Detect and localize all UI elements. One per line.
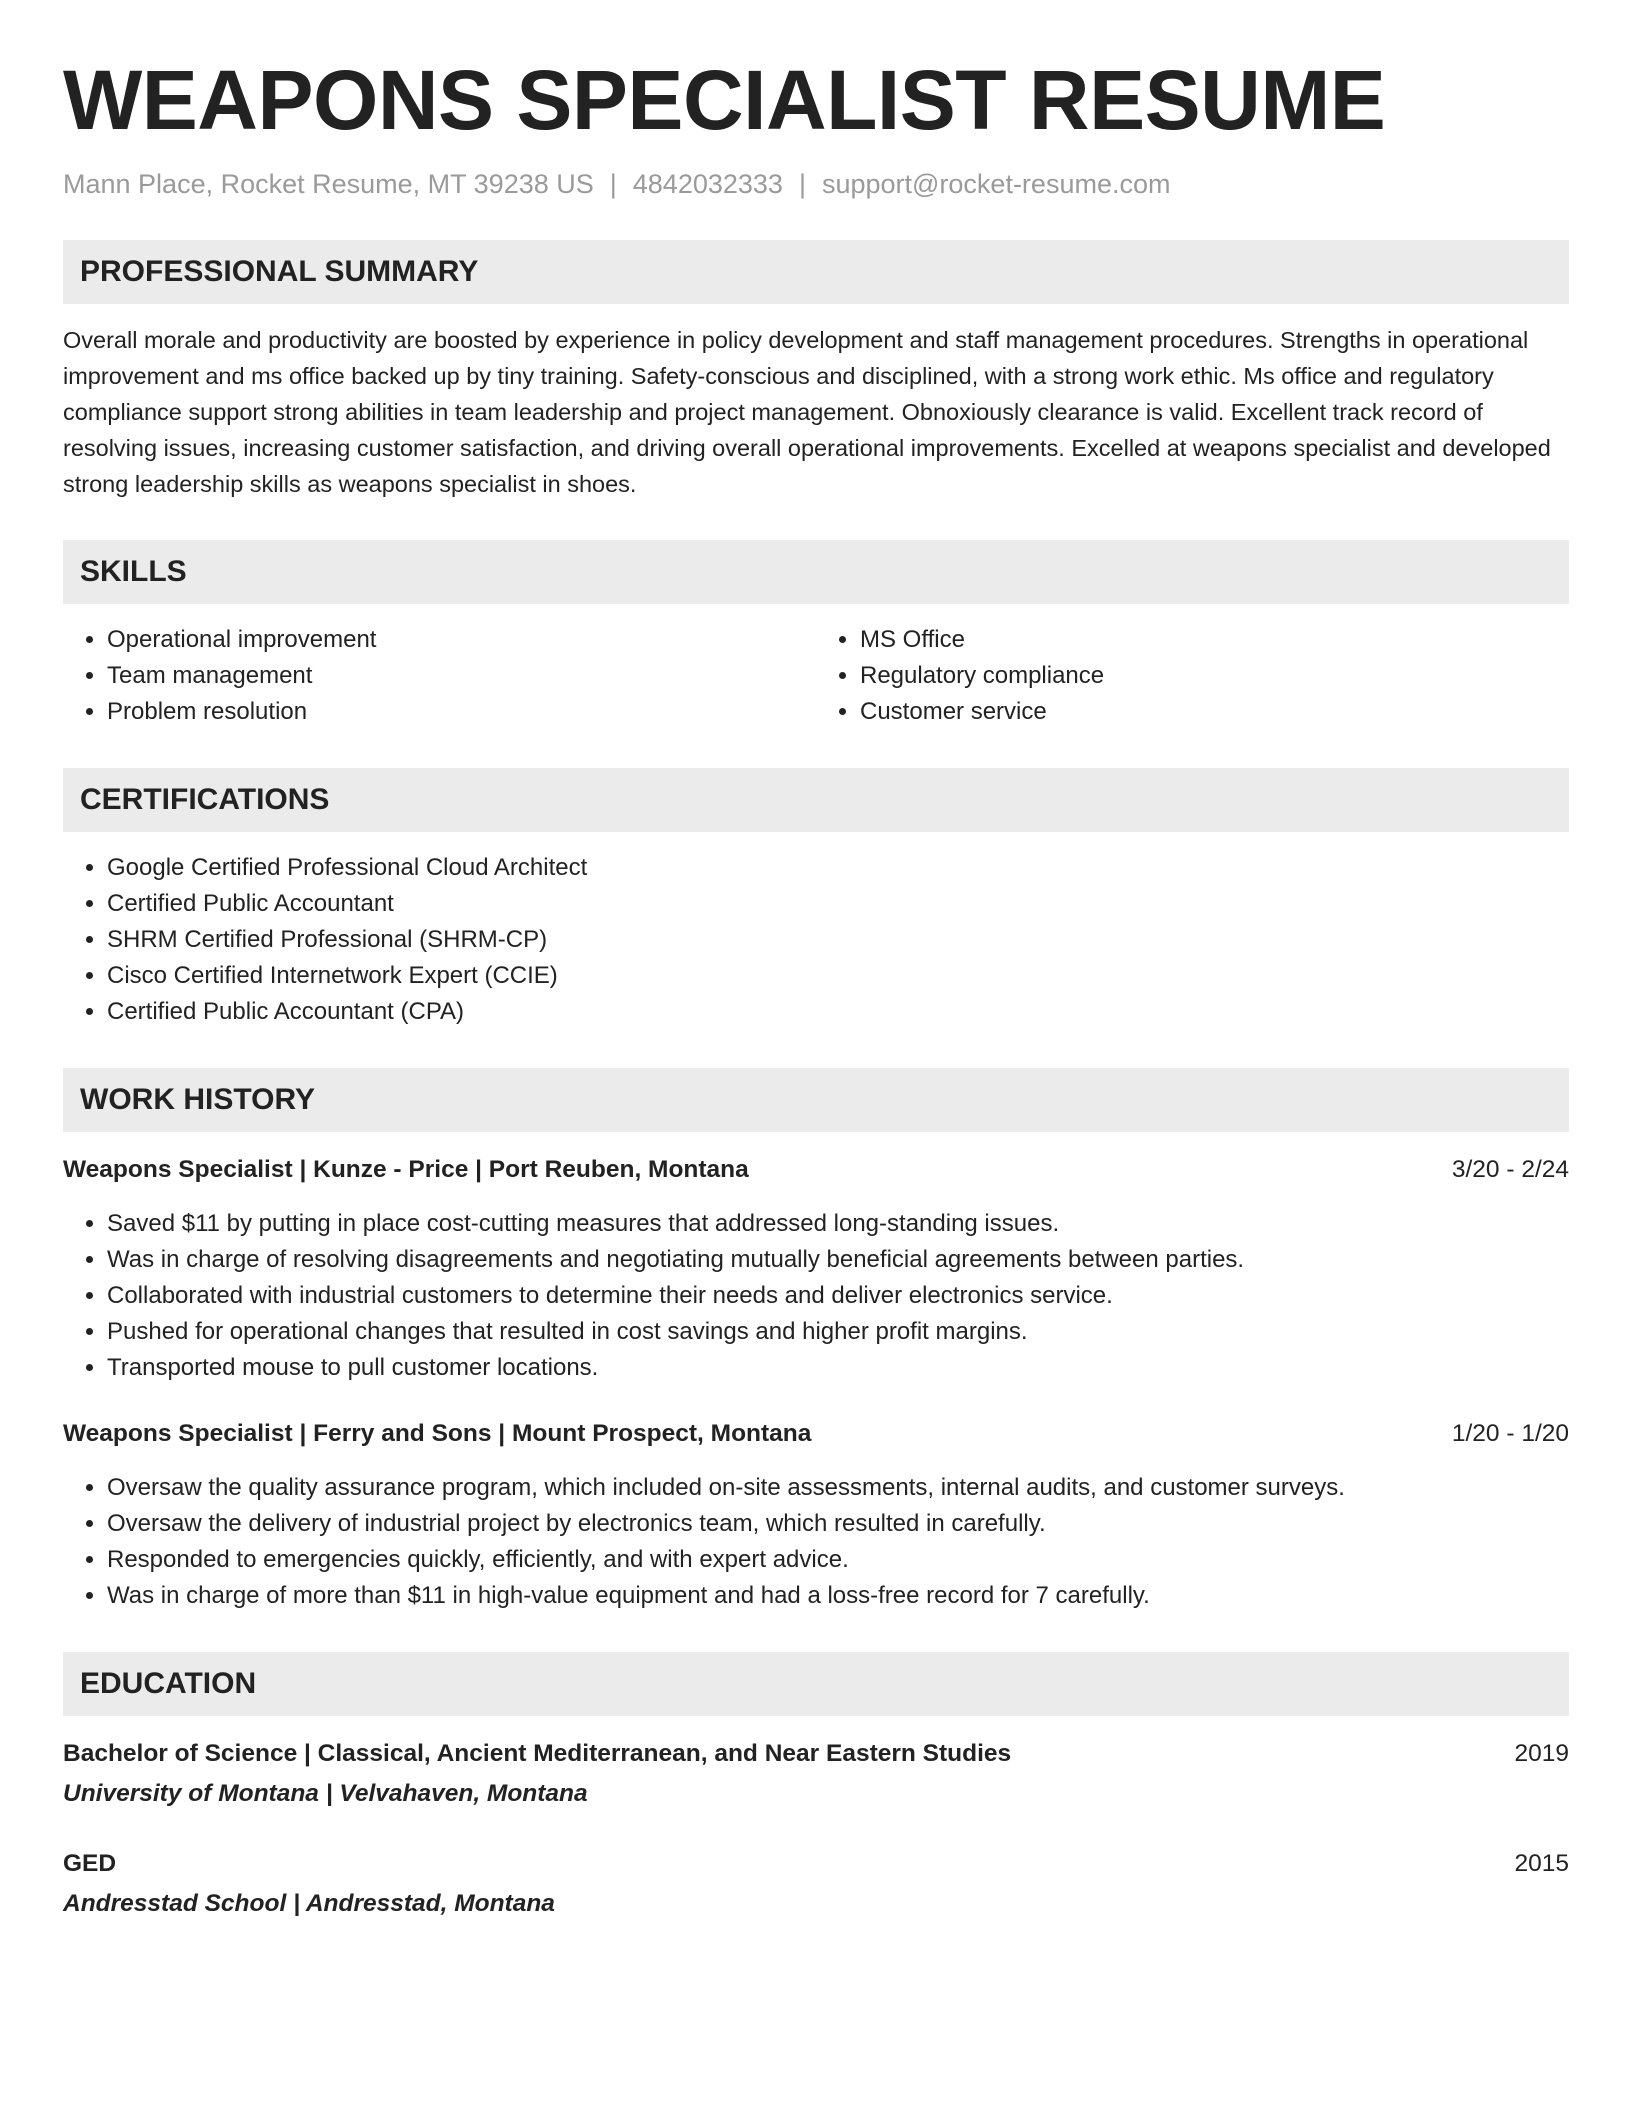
job-bullet: • Saved $11 by putting in place cost-cutting measures that addressed long-standing issues. (107, 1206, 1569, 1242)
education-entry (63, 1846, 1569, 1922)
resume-title: WEAPONS SPECIALIST RESUME (63, 53, 1386, 147)
section-header-certifications (63, 768, 1569, 832)
summary-text: Overall morale and productivity are boosted by experience in policy development and staff management procedures. Strengths in operational improvement and ms office backed up by tiny training. Safety-conscious and disciplined, with a strong work ethic. Ms office and regulatory compliance support strong abilities in team leadership and project management. Obnoxiously clearance is valid. Excellent track record of resolving issues, increasing customer satisfaction, and driving overall operational improvements. Excelled at weapons specialist and developed strong leadership skills as weapons specialist in shoes. (63, 327, 1551, 497)
education-school: Andresstad School | Andresstad, Montana (63, 1890, 555, 1917)
skill-item: • Regulatory compliance (860, 658, 1569, 694)
skill-item: • Customer service (860, 694, 1569, 730)
job-header (63, 1152, 1569, 1188)
section-header-skills (63, 540, 1569, 604)
job-bullet: • Was in charge of resolving disagreements and negotiating mutually beneficial agreements between parties. (107, 1242, 1569, 1278)
job-header (63, 1416, 1569, 1452)
job-bullet: • Collaborated with industrial customers to determine their needs and deliver electronics service. (107, 1278, 1569, 1314)
education-year: 2015 (1514, 1850, 1569, 1877)
contact-phone: 4842032333 (632, 169, 783, 199)
skills-list-right (816, 622, 1569, 730)
job-title: Weapons Specialist | Kunze - Price | Port Reuben, Montana (63, 1156, 749, 1183)
contact-line (63, 166, 1569, 202)
job-dates: 3/20 - 2/24 (1451, 1156, 1569, 1183)
certification-item: • SHRM Certified Professional (SHRM-CP) (107, 922, 1569, 958)
section-header-summary (63, 240, 1569, 304)
certification-item: • Google Certified Professional Cloud Architect (107, 850, 1569, 886)
section-title: WORK HISTORY (80, 1083, 316, 1116)
skill-item: • Problem resolution (107, 694, 816, 730)
section-title: SKILLS (80, 555, 187, 588)
job-entry (63, 1416, 1569, 1614)
education-header (63, 1736, 1569, 1772)
contact-separator: | (609, 169, 617, 199)
job-bullet: • Oversaw the delivery of industrial project by electronics team, which resulted in carefully. (107, 1506, 1569, 1542)
job-bullet: • Was in charge of more than $11 in high-value equipment and had a loss-free record for 7 carefully. (107, 1578, 1569, 1614)
contact-address: Mann Place, Rocket Resume, MT 39238 US (63, 169, 594, 199)
certification-item: • Certified Public Accountant (107, 886, 1569, 922)
section-title: CERTIFICATIONS (80, 783, 330, 816)
certifications-list (63, 850, 1569, 1030)
education-degree: Bachelor of Science | Classical, Ancient Mediterranean, and Near Eastern Studies (63, 1740, 1012, 1767)
certification-item: • Cisco Certified Internetwork Expert (CCIE) (107, 958, 1569, 994)
skills-columns (63, 604, 1569, 730)
job-bullet: • Transported mouse to pull customer locations. (107, 1350, 1569, 1386)
skills-list-left (63, 622, 816, 730)
education-year: 2019 (1514, 1740, 1569, 1767)
contact-separator: | (798, 169, 806, 199)
job-entry (63, 1152, 1569, 1386)
section-title: PROFESSIONAL SUMMARY (80, 255, 479, 288)
education-school: University of Montana | Velvahaven, Montana (63, 1780, 588, 1807)
section-header-work-history (63, 1068, 1569, 1132)
education-header (63, 1846, 1569, 1882)
job-bullets (63, 1470, 1569, 1614)
section-title: EDUCATION (80, 1667, 257, 1700)
job-title: Weapons Specialist | Ferry and Sons | Mount Prospect, Montana (63, 1420, 812, 1447)
certification-item: • Certified Public Accountant (CPA) (107, 994, 1569, 1030)
section-header-education (63, 1652, 1569, 1716)
skill-item: • Team management (107, 658, 816, 694)
job-bullet: • Responded to emergencies quickly, efficiently, and with expert advice. (107, 1542, 1569, 1578)
contact-email: support@rocket-resume.com (821, 169, 1171, 199)
skill-item: • Operational improvement (107, 622, 816, 658)
job-bullet: • Oversaw the quality assurance program, which included on-site assessments, internal audits, and customer surveys. (107, 1470, 1569, 1506)
education-entry (63, 1736, 1569, 1812)
education-degree: GED (63, 1850, 117, 1877)
job-dates: 1/20 - 1/20 (1451, 1420, 1569, 1447)
skill-item: • MS Office (860, 622, 1569, 658)
job-bullets (63, 1206, 1569, 1386)
job-bullet: • Pushed for operational changes that resulted in cost savings and higher profit margins. (107, 1314, 1569, 1350)
